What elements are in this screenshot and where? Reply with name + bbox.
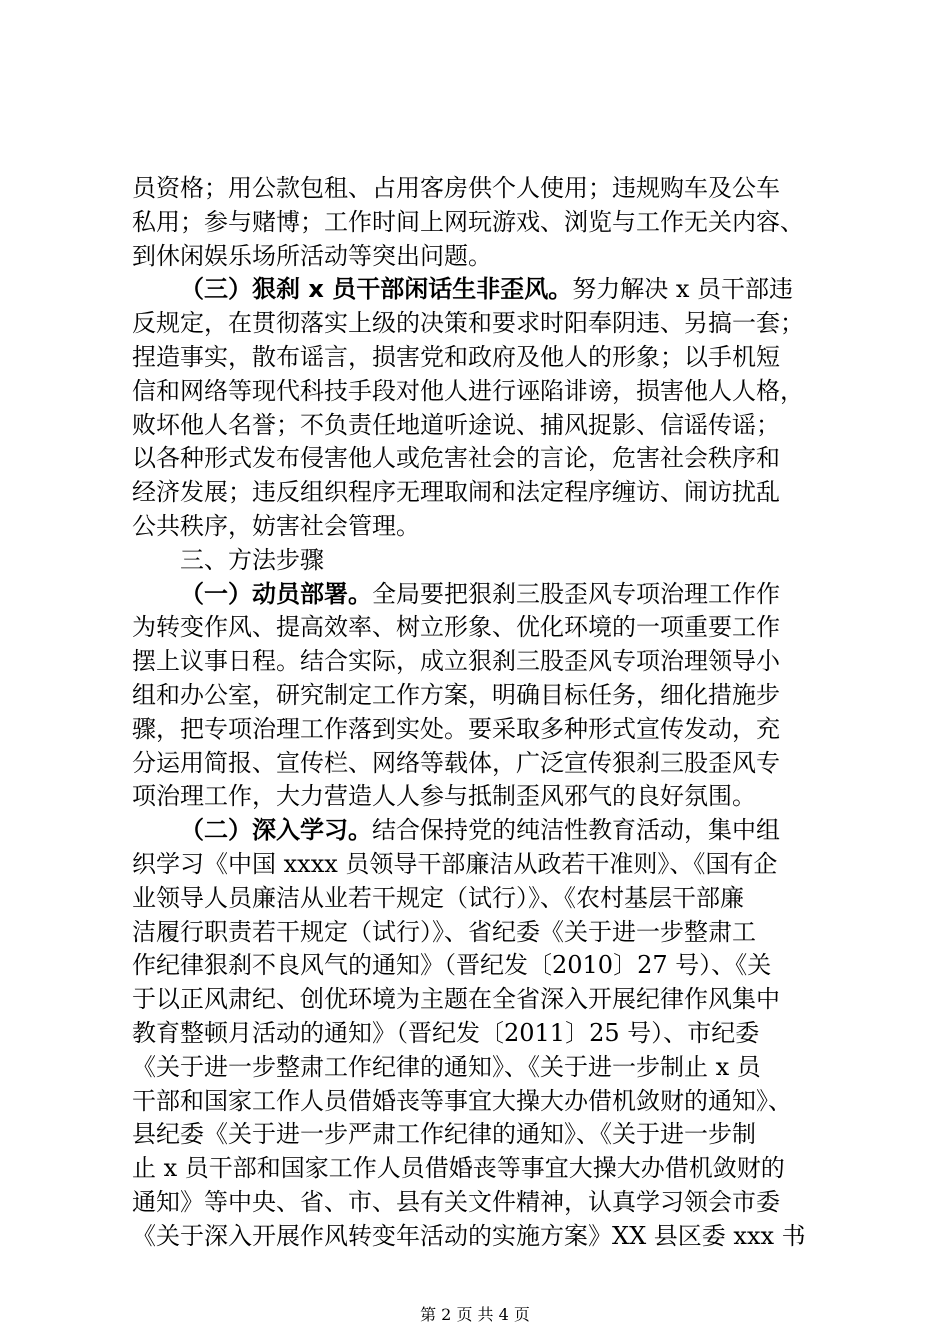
line-text: 摆上议事日程。结合实际，成立狠刹三股歪风专项治理领导小 <box>132 647 780 676</box>
line-text: 作纪律狠刹不良风气的通知》（晋纪发〔2010〕27 号）、《关 <box>132 951 772 980</box>
line-text: 项治理工作，大力营造人人参与抵制歪风邪气的良好氛围。 <box>132 782 756 811</box>
text-line <box>132 882 842 916</box>
line-text: 业领导人员廉洁从业若干规定（试行）》、《农村基层干部廉 <box>132 883 744 912</box>
paragraph-first-line <box>132 814 842 848</box>
line-text: 为转变作风、提高效率、树立形象、优化环境的一项重要工作 <box>132 613 780 642</box>
text-line <box>132 307 842 341</box>
text-line <box>132 679 842 713</box>
text-line <box>132 611 842 645</box>
line-text: 骤，把专项治理工作落到实处。要采取多种形式宣传发动，充 <box>132 714 780 743</box>
text-line <box>132 1085 842 1119</box>
line-text: 公共秩序，妨害社会管理。 <box>132 511 420 540</box>
line-text: 《关于深入开展作风转变年活动的实施方案》XX 县区委 xxx 书 <box>132 1221 806 1250</box>
text-line <box>132 949 842 983</box>
line-text: 结合保持党的纯洁性教育活动，集中组 <box>372 816 780 845</box>
line-text: 反规定，在贯彻落实上级的决策和要求时阳奉阴违、另搞一套； <box>132 309 804 338</box>
text-line <box>132 848 842 882</box>
line-text: 教育整顿月活动的通知》（晋纪发〔2011〕25 号）、市纪委 <box>132 1018 760 1047</box>
text-line <box>132 375 842 409</box>
line-text: 全局要把狠刹三股歪风专项治理工作作 <box>372 579 780 608</box>
text-line <box>132 1186 842 1220</box>
line-text: 县纪委《关于进一步严肃工作纪律的通知》、《关于进一步制 <box>132 1120 756 1149</box>
text-line <box>132 645 842 679</box>
subsection-heading: （一）动员部署。 <box>180 579 372 608</box>
text-line <box>132 240 842 274</box>
text-line <box>132 409 842 443</box>
line-text: 洁履行职责若干规定（试行）》、省纪委《关于进一步整肃工 <box>132 917 756 946</box>
text-line <box>132 1152 842 1186</box>
line-text: 《关于进一步整肃工作纪律的通知》、《关于进一步制止 x 员 <box>132 1052 761 1081</box>
section-title-text: 三、方法步骤 <box>180 545 324 574</box>
text-line <box>132 916 842 950</box>
line-text: 通知》等中央、省、市、县有关文件精神，认真学习领会市委 <box>132 1187 780 1216</box>
page-number-label: 第 2 页 共 4 页 <box>420 1305 530 1324</box>
section-title <box>132 544 842 578</box>
text-line <box>132 172 842 206</box>
line-text: 信和网络等现代科技手段对他人进行诬陷诽谤，损害他人人格， <box>132 376 804 405</box>
line-text: 组和办公室，研究制定工作方案，明确目标任务，细化措施步 <box>132 680 780 709</box>
line-text: 干部和国家工作人员借婚丧等事宜大操大办借机敛财的通知》、 <box>132 1086 792 1115</box>
text-line <box>132 1051 842 1085</box>
line-text: 败坏他人名誉；不负责任地道听途说、捕风捉影、信谣传谣； <box>132 410 780 439</box>
line-text: 员资格；用公款包租、占用客房供个人使用；违规购车及公车 <box>132 174 780 202</box>
text-line <box>132 442 842 476</box>
text-line <box>132 983 842 1017</box>
text-line <box>132 206 842 240</box>
line-text: 止 x 员干部和国家工作人员借婚丧等事宜大操大办借机敛财的 <box>132 1154 785 1183</box>
text-line <box>132 1118 842 1152</box>
text-line <box>132 747 842 781</box>
text-line <box>132 476 842 510</box>
text-line <box>132 713 842 747</box>
text-line <box>132 1220 842 1254</box>
line-text: 织学习《中国 xxxx 员领导干部廉洁从政若干准则》、《国有企 <box>132 849 778 878</box>
text-line <box>132 1017 842 1051</box>
page-footer <box>0 1302 950 1325</box>
paragraph-first-line <box>132 578 842 612</box>
line-text: 以各种形式发布侵害他人或危害社会的言论，危害社会秩序和 <box>132 444 780 473</box>
line-text: 捏造事实，散布谣言，损害党和政府及他人的形象；以手机短 <box>132 342 780 371</box>
subsection-heading: （二）深入学习。 <box>180 816 372 845</box>
line-text: 分运用简报、宣传栏、网络等载体，广泛宣传狠刹三股歪风专 <box>132 748 780 777</box>
line-text: 经济发展；违反组织程序无理取闹和法定程序缠访、闹访扰乱 <box>132 478 780 507</box>
document-body <box>132 172 842 1254</box>
line-text: 于以正风肃纪、创优环境为主题在全省深入开展纪律作风集中 <box>132 985 780 1014</box>
paragraph-first-line <box>132 273 842 307</box>
line-text: 到休闲娱乐场所活动等突出问题。 <box>132 241 492 270</box>
text-line <box>132 780 842 814</box>
line-text: 私用；参与赌博；工作时间上网玩游戏、浏览与工作无关内容、 <box>132 207 804 236</box>
line-text: 努力解决 x 员干部违 <box>572 275 793 304</box>
text-line <box>132 510 842 544</box>
subsection-heading: （三）狠刹 x 员干部闲话生非歪风。 <box>180 275 573 304</box>
text-line <box>132 341 842 375</box>
